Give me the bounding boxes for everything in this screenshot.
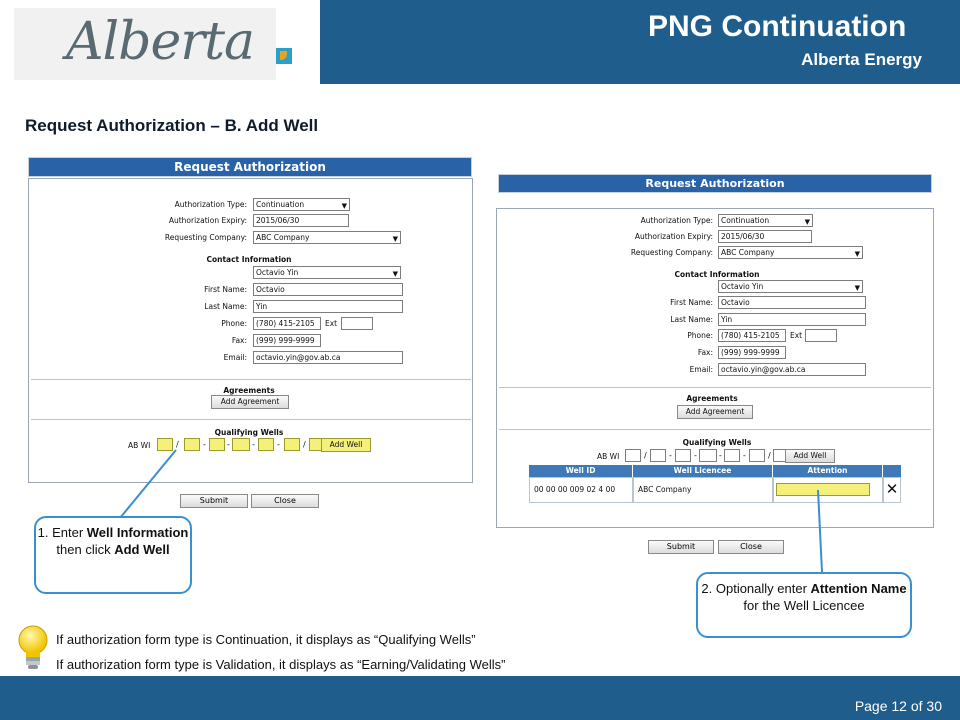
well-mer-input[interactable] — [724, 449, 740, 462]
form-title: Request Authorization — [498, 174, 932, 193]
well-sec-input[interactable] — [650, 449, 666, 462]
phone-input[interactable]: (780) 415-2105 — [718, 329, 786, 342]
contact-info-title: Contact Information — [206, 255, 292, 264]
agreements-title: Agreements — [686, 394, 738, 403]
first-name-label: First Name: — [670, 298, 713, 307]
auth-type-select[interactable]: Continuation ▼ — [253, 198, 350, 211]
auth-expiry-label: Authorization Expiry: — [634, 232, 713, 241]
separator: / — [644, 451, 647, 460]
submit-button[interactable]: Submit — [180, 494, 248, 508]
submit-button[interactable]: Submit — [648, 540, 714, 554]
divider — [31, 419, 471, 420]
header-title: PNG Continuation — [648, 10, 907, 43]
separator: - — [743, 451, 746, 460]
first-name-input[interactable]: Octavio — [253, 283, 403, 296]
alberta-logo-mark-icon — [276, 48, 292, 64]
close-button[interactable]: Close — [718, 540, 784, 554]
fax-input[interactable]: (999) 999-9999 — [718, 346, 786, 359]
separator: - — [203, 440, 206, 449]
delete-row-icon[interactable]: ✕ — [883, 477, 901, 503]
separator: / — [303, 440, 306, 449]
qualifying-wells-title: Qualifying Wells — [214, 428, 284, 437]
chevron-down-icon: ▼ — [392, 235, 398, 243]
fax-label: Fax: — [697, 348, 713, 357]
req-company-label: Requesting Company: — [630, 248, 713, 257]
well-sec-input[interactable] — [184, 438, 200, 451]
licencee-cell: ABC Company — [633, 477, 773, 503]
table-header-well-id: Well ID — [529, 465, 633, 477]
email-input[interactable]: octavio.yin@gov.ab.ca — [253, 351, 403, 364]
footer-bar — [0, 676, 960, 720]
well-lsd-input[interactable] — [625, 449, 641, 462]
table-header-action — [883, 465, 901, 477]
chevron-down-icon: ▼ — [392, 270, 398, 278]
form-panel — [496, 208, 934, 528]
contact-info-title: Contact Information — [674, 270, 760, 279]
add-well-button[interactable]: Add Well — [785, 449, 835, 463]
ext-label: Ext — [790, 331, 803, 340]
phone-input[interactable]: (780) 415-2105 — [253, 317, 321, 330]
chevron-down-icon: ▼ — [804, 218, 810, 226]
add-agreement-button[interactable]: Add Agreement — [211, 395, 289, 409]
contact-select[interactable]: Octavio Yin ▼ — [253, 266, 401, 279]
email-label: Email: — [223, 353, 247, 362]
auth-type-label: Authorization Type: — [640, 216, 713, 225]
separator: / — [768, 451, 771, 460]
separator: / — [176, 440, 179, 449]
close-button[interactable]: Close — [251, 494, 319, 508]
separator: - — [719, 451, 722, 460]
well-twp-input[interactable] — [675, 449, 691, 462]
last-name-label: Last Name: — [670, 315, 713, 324]
table-header-licencee: Well Licencee — [633, 465, 773, 477]
form-panel — [28, 178, 473, 483]
chevron-down-icon: ▼ — [854, 250, 860, 258]
well-mer-input[interactable] — [258, 438, 274, 451]
first-name-label: First Name: — [204, 285, 247, 294]
alberta-logo-text: Alberta — [66, 12, 254, 72]
divider — [499, 429, 931, 430]
well-w-input[interactable] — [284, 438, 300, 451]
header-subtitle: Alberta Energy — [801, 50, 922, 69]
auth-expiry-input[interactable]: 2015/06/30 — [253, 214, 349, 227]
phone-label: Phone: — [221, 319, 247, 328]
lightbulb-icon — [16, 624, 50, 672]
well-lsd-input[interactable] — [157, 438, 173, 451]
chevron-down-icon: ▼ — [854, 284, 860, 292]
req-company-select[interactable]: ABC Company ▼ — [718, 246, 863, 259]
add-well-button[interactable]: Add Well — [321, 438, 371, 452]
last-name-input[interactable]: Yin — [253, 300, 403, 313]
separator: - — [227, 440, 230, 449]
page-title: Request Authorization – B. Add Well — [25, 116, 319, 135]
separator: - — [252, 440, 255, 449]
ext-label: Ext — [325, 319, 338, 328]
well-rng-input[interactable] — [232, 438, 250, 451]
email-label: Email: — [689, 365, 713, 374]
well-twp-input[interactable] — [209, 438, 225, 451]
tip-continuation: If authorization form type is Continuation, it displays as “Qualifying Wells” — [56, 632, 476, 647]
page-number: Page 12 of 30 — [854, 698, 942, 714]
divider — [31, 379, 471, 380]
add-agreement-button[interactable]: Add Agreement — [677, 405, 753, 419]
fax-label: Fax: — [231, 336, 247, 345]
callout-enter-well: 1. Enter Well Information then click Add Well — [34, 516, 192, 594]
first-name-input[interactable]: Octavio — [718, 296, 866, 309]
auth-type-label: Authorization Type: — [174, 200, 247, 209]
well-w-input[interactable] — [749, 449, 765, 462]
auth-expiry-input[interactable]: 2015/06/30 — [718, 230, 812, 243]
auth-type-select[interactable]: Continuation ▼ — [718, 214, 813, 227]
well-id-cell: 00 00 00 009 02 4 00 — [529, 477, 633, 503]
ext-input[interactable] — [341, 317, 373, 330]
qualifying-wells-title: Qualifying Wells — [682, 438, 752, 447]
email-input[interactable]: octavio.yin@gov.ab.ca — [718, 363, 866, 376]
last-name-label: Last Name: — [204, 302, 247, 311]
contact-select[interactable]: Octavio Yin ▼ — [718, 280, 863, 293]
header-logo-area — [0, 0, 320, 84]
alberta-logo — [14, 8, 276, 80]
ab-wi-label: AB WI — [597, 452, 620, 461]
chevron-down-icon: ▼ — [341, 202, 347, 210]
form-title: Request Authorization — [28, 157, 472, 177]
fax-input[interactable]: (999) 999-9999 — [253, 334, 321, 347]
separator: - — [669, 451, 672, 460]
last-name-input[interactable]: Yin — [718, 313, 866, 326]
tip-validation: If authorization form type is Validation, it displays as “Earning/Validating Wells” — [56, 657, 506, 672]
separator: - — [694, 451, 697, 460]
separator: - — [277, 440, 280, 449]
ab-wi-label: AB WI — [128, 441, 151, 450]
table-header-attention: Attention — [773, 465, 883, 477]
callout-attention-name: 2. Optionally enter Attention Name for the Well Licencee — [696, 572, 912, 638]
agreements-title: Agreements — [223, 386, 275, 395]
attention-cell — [773, 477, 883, 503]
divider — [499, 387, 931, 388]
req-company-select[interactable]: ABC Company ▼ — [253, 231, 401, 244]
well-rng-input[interactable] — [699, 449, 717, 462]
phone-label: Phone: — [687, 331, 713, 340]
req-company-label: Requesting Company: — [164, 233, 247, 242]
attention-input[interactable] — [776, 483, 870, 496]
auth-expiry-label: Authorization Expiry: — [168, 216, 247, 225]
ext-input[interactable] — [805, 329, 837, 342]
